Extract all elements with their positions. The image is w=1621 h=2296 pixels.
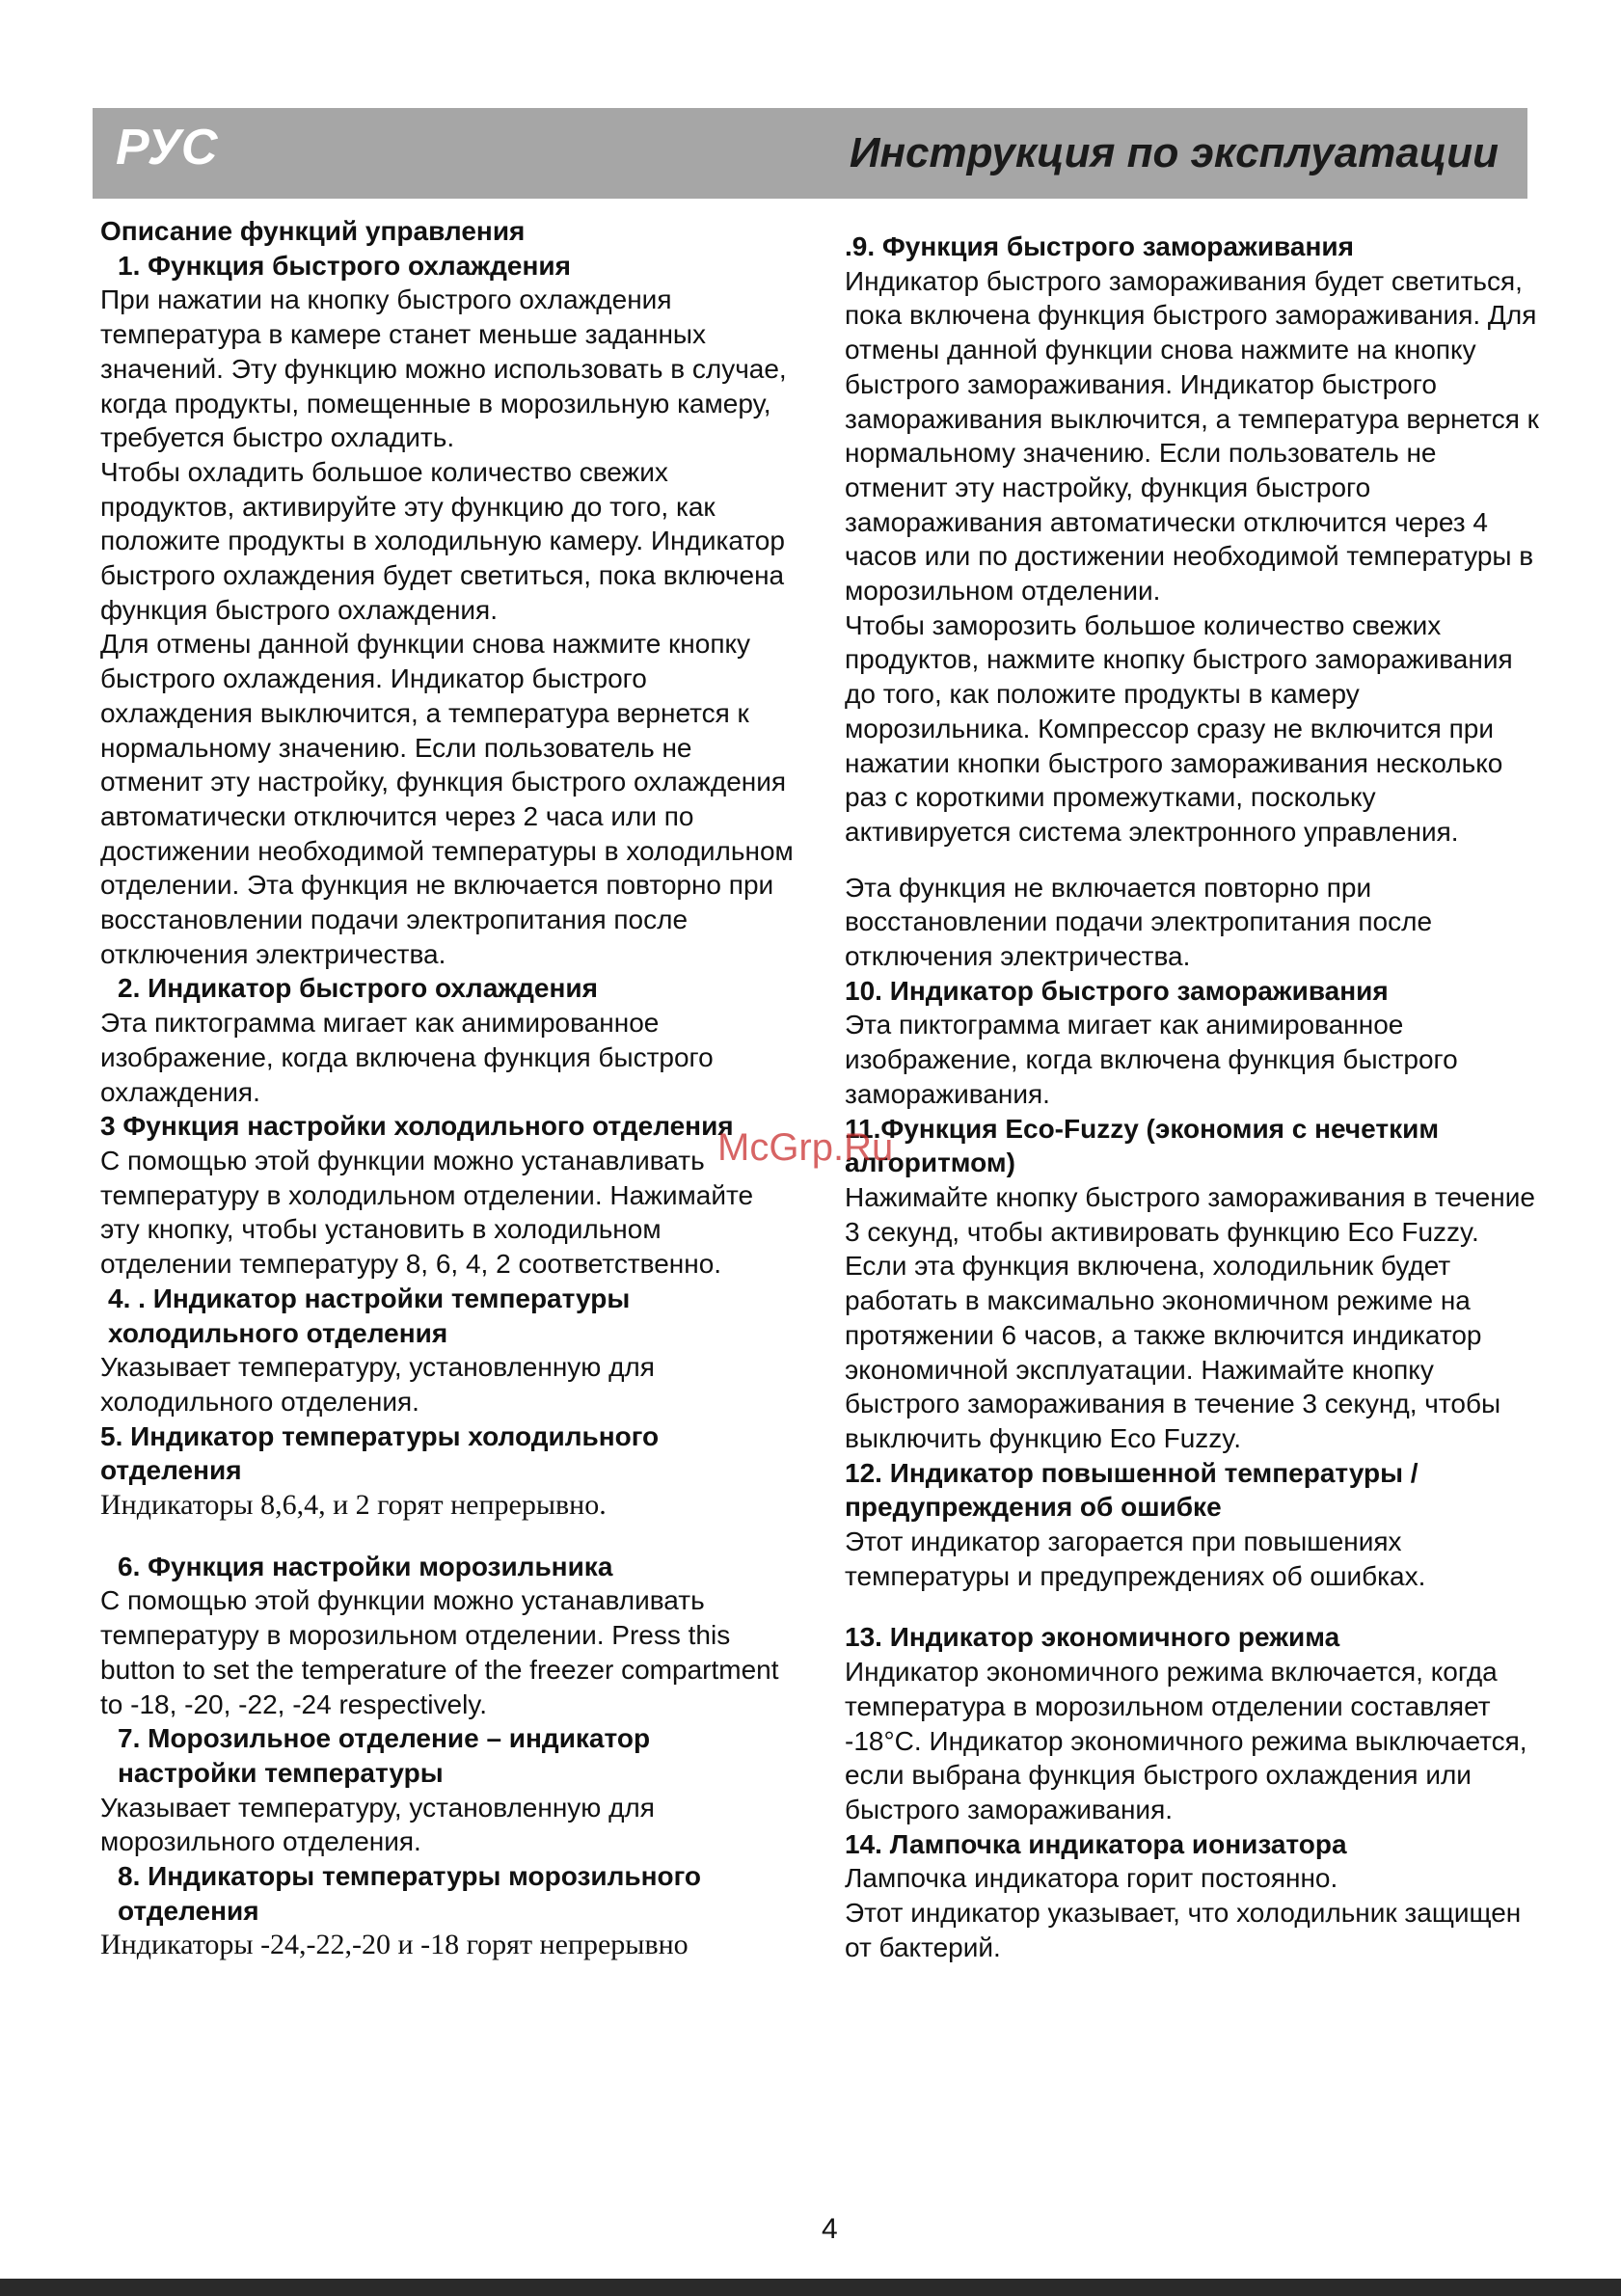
heading-freezer-setting: 6. Функция настройки морозильника [118, 1551, 613, 1581]
paragraph-freezer-setting-indicator: Указывает температуру, установленную для морозильного отделения. [100, 1792, 655, 1857]
right-column [845, 230, 1539, 1964]
paragraph-quick-cool-3: Для отмены данной функции снова нажмите кнопку быстрого охлаждения. Индикатор быстрого охлаждения выключится, а температура вернется к нормальному значению. Если пользователь не отменит эту настройку, функция быстрого охлаждения автоматически отключится через 2 часа или по достижении необходимой температуры в холодильном отделении. Эта функция не включается повторно при восстановлении подачи электропитания после отключения электричества. [100, 629, 794, 969]
paragraph-freezer-setting: С помощью этой функции можно устанавливать температуру в морозильном отделении. Press this button to set the temperature of the freezer compartment to -18, -20, -22, -24 respectively. [100, 1585, 779, 1719]
language-label: РУС [116, 120, 218, 176]
watermark: McGrp.Ru [717, 1126, 894, 1169]
heading-freezer-temp-indicator: 8. Индикаторы температуры морозильного отделения [118, 1861, 702, 1926]
page-number: 4 [822, 2213, 838, 2245]
section-title: Описание функций управления [100, 216, 526, 246]
paragraph-freezer-temp-indicator: Индикаторы -24,-22,-20 и -18 горят непрерывно [100, 1929, 689, 1961]
heading-quick-freeze-indicator: 10. Индикатор быстрого замораживания [845, 975, 1389, 1006]
heading-ionizer-lamp: 14. Лампочка индикатора ионизатора [845, 1828, 1347, 1859]
heading-eco-fuzzy: 11.Функция Eco-Fuzzy (экономия с нечетким алгоритмом) [845, 1113, 1440, 1178]
heading-fridge-temp-indicator: 5. Индикатор температуры холодильного отделения [100, 1420, 660, 1486]
document-title: Инструкция по эксплуатации [849, 129, 1499, 176]
paragraph-fridge-temp-indicator: Индикаторы 8,6,4, и 2 горят непрерывно. [100, 1489, 607, 1522]
header-bar [93, 108, 1527, 199]
paragraph-fridge-setting-indicator: Указывает температуру, установленную для холодильного отделения. [100, 1352, 655, 1417]
heading-fridge-setting: 3 Функция настройки холодильного отделения [100, 1111, 734, 1142]
heading-high-temp-warning: 12. Индикатор повышенной температуры / предупреждения об ошибке [845, 1457, 1418, 1523]
left-column [100, 214, 795, 1962]
heading-eco-mode-indicator: 13. Индикатор экономичного режима [845, 1622, 1340, 1653]
paragraph-quick-freeze-indicator: Эта пиктограмма мигает как анимированное изображение, когда включена функция быстрого замораживания. [845, 1010, 1458, 1109]
paragraph-quick-freeze-3: Эта функция не включается повторно при восстановлении подачи электропитания после отключения электричества. [845, 872, 1433, 972]
paragraph-quick-cool-2: Чтобы охладить большое количество свежих продуктов, активируйте эту функцию до того, как положите продукты в холодильную камеру. Индикатор быстрого охлаждения будет светиться, пока включена функция быстрого охлаждения. [100, 456, 785, 625]
paragraph-ionizer-lamp-1: Лампочка индикатора горит постоянно. [845, 1863, 1338, 1894]
heading-quick-cool-indicator: 2. Индикатор быстрого охлаждения [118, 973, 598, 1004]
paragraph-eco-fuzzy: Нажимайте кнопку быстрого замораживания в течение 3 секунд, чтобы активировать функцию Eco Fuzzy. Если эта функция включена, холодильник будет работать в максимально экономичном режиме на протяжении 6 часов, а также включится индикатор экономичной эксплуатации. Нажимайте кнопку быстрого замораживания в течение 3 секунд, чтобы выключить функцию Eco Fuzzy. [845, 1181, 1535, 1453]
paragraph-fridge-setting: С помощью этой функции можно устанавливать температуру в холодильном отделении. Нажимайте эту кнопку, чтобы установить в холодильном отделении температуру 8, 6, 4, 2 соответственно. [100, 1145, 754, 1280]
paragraph-ionizer-lamp-2: Этот индикатор указывает, что холодильник защищен от бактерий. [845, 1898, 1522, 1962]
heading-freezer-setting-indicator: 7. Морозильное отделение – индикатор настройки температуры [118, 1723, 651, 1788]
paragraph-quick-cool-1: При нажатии на кнопку быстрого охлаждения температура в камере станет меньше заданных значений. Эту функцию можно использовать в случае, когда продукты, помещенные в морозильную камеру, требуется быстро охладить. [100, 284, 787, 453]
paragraph-high-temp-warning: Этот индикатор загорается при повышениях температуры и предупреждениях об ошибках. [845, 1526, 1426, 1591]
heading-quick-freeze: .9. Функция быстрого замораживания [845, 231, 1354, 261]
heading-fridge-setting-indicator: 4. . Индикатор настройки температуры холодильного отделения [108, 1283, 631, 1348]
footer-bar [0, 2279, 1621, 2296]
paragraph-quick-freeze-1: Индикатор быстрого замораживания будет светиться, пока включена функция быстрого замораживания. Для отмены данной функции снова нажмите на кнопку быстрого замораживания. Индикатор быстрого замораживания выключится, а температура вернется к нормальному значению. Если пользователь не отменит эту настройку, функция быстрого замораживания автоматически отключится через 4 часов или по достижении необходимой температуры в морозильном отделении. [845, 265, 1539, 607]
heading-quick-cool: 1. Функция быстрого охлаждения [118, 250, 571, 281]
paragraph-quick-freeze-2: Чтобы заморозить большое количество свежих продуктов, нажмите кнопку быстрого замораживания до того, как положите продукты в камеру морозильника. Компрессор сразу не включится при нажатии кнопки быстрого замораживания несколько раз с короткими промежутками, поскольку активируется система электронного управления. [845, 609, 1513, 847]
paragraph-eco-mode-indicator: Индикатор экономичного режима включается, когда температура в морозильном отделении составляет -18°С. Индикатор экономичного режима выключается, если выбрана функция быстрого охлаждения или быстрого замораживания. [845, 1657, 1527, 1824]
paragraph-quick-cool-indicator: Эта пиктограмма мигает как анимированное изображение, когда включена функция быстрого охлаждения. [100, 1008, 714, 1107]
